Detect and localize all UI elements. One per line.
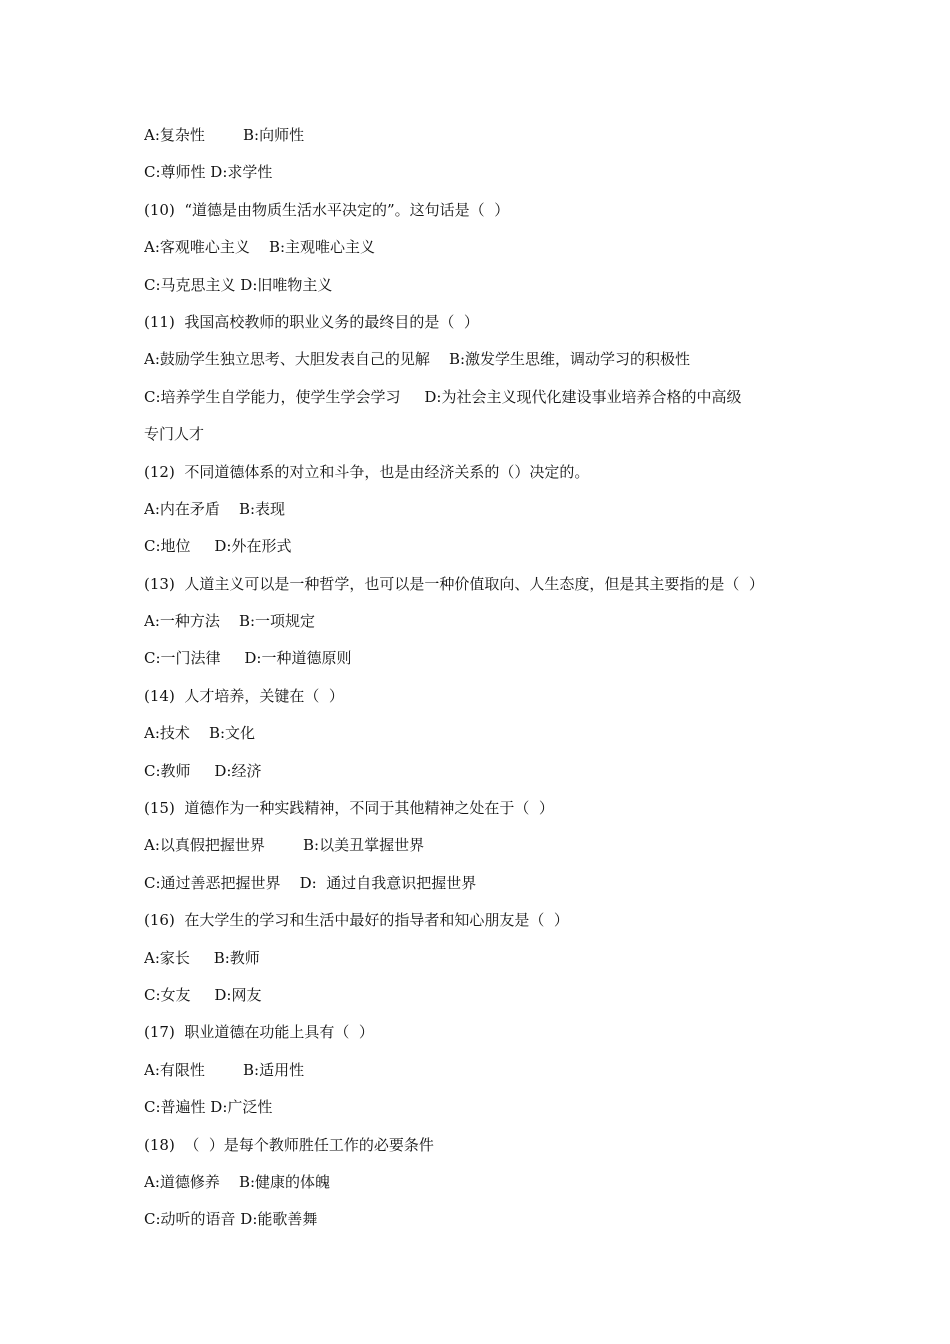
option-line: C:一门法律 D:一种道德原则 xyxy=(144,649,352,668)
option-line: C:通过善恶把握世界 D: 通过自我意识把握世界 xyxy=(144,873,477,892)
option-line: C:马克思主义 D:旧唯物主义 xyxy=(144,275,333,294)
option-line: C:教师 D:经济 xyxy=(144,761,262,780)
question-line: (18) （ ）是每个教师胜任工作的必要条件 xyxy=(144,1135,434,1154)
question-line: (14) 人才培养，关键在（ ） xyxy=(144,686,344,705)
option-line: A:内在矛盾 B:表现 xyxy=(144,499,286,518)
option-line: A:道德修养 B:健康的体魄 xyxy=(144,1172,331,1191)
option-line: A:一种方法 B:一项规定 xyxy=(144,612,316,631)
option-line: C:尊师性 D:求学性 xyxy=(144,163,273,182)
question-line: (15) 道德作为一种实践精神，不同于其他精神之处在于（ ） xyxy=(144,799,554,818)
option-line: C:普遍性 D:广泛性 xyxy=(144,1098,273,1117)
option-line: C:动听的语音 D:能歌善舞 xyxy=(144,1210,318,1229)
option-line: C:培养学生自学能力，使学生学会学习 D:为社会主义现代化建设事业培养合格的中高级 xyxy=(144,387,742,406)
question-line: (17) 职业道德在功能上具有（ ） xyxy=(144,1023,374,1042)
option-line: A:有限性 B:适用性 xyxy=(144,1060,305,1079)
question-line: (13) 人道主义可以是一种哲学，也可以是一种价值取向、人生态度，但是其主要指的是（ ） xyxy=(144,574,764,593)
option-line: A:复杂性 B:向师性 xyxy=(144,126,305,144)
option-line: A:客观唯心主义 B:主观唯心主义 xyxy=(144,238,376,257)
question-line: (11) 我国高校教师的职业义务的最终目的是（ ） xyxy=(144,312,479,331)
question-list xyxy=(144,121,824,1243)
question-line: (12) 不同道德体系的对立和斗争，也是由经济关系的（）决定的。 xyxy=(144,462,590,481)
question-line: (16) 在大学生的学习和生活中最好的指导者和知心朋友是（ ） xyxy=(144,911,569,930)
option-line: A:鼓励学生独立思考、大胆发表自己的见解 B:激发学生思维，调动学习的积极性 xyxy=(144,350,691,369)
option-line: C:女友 D:网友 xyxy=(144,985,262,1004)
option-line: A:以真假把握世界 B:以美丑掌握世界 xyxy=(144,836,425,855)
option-line: C:地位 D:外在形式 xyxy=(144,537,292,556)
question-line: (10) “道德是由物质生活水平决定的”。这句话是（ ） xyxy=(144,200,510,219)
option-line-continued: 专门人才 xyxy=(144,425,205,444)
option-line: A:家长 B:教师 xyxy=(144,948,260,967)
option-line: A:技术 B:文化 xyxy=(144,724,256,743)
